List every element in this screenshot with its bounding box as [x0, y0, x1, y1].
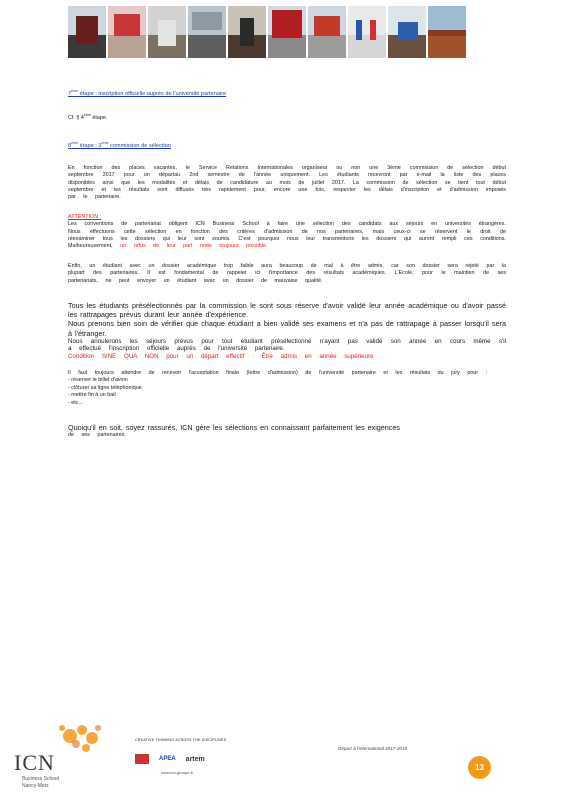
tagline: CREATIVE THINKING ACROSS THE DISCIPLINES [135, 738, 227, 742]
banner-photo [108, 6, 146, 58]
banner-photo-strip [68, 6, 466, 58]
banner-photo [268, 6, 306, 58]
banner-photo [68, 6, 106, 58]
partner-logo-icon [135, 754, 149, 764]
banner-photo [348, 6, 386, 58]
page-number-badge: 13 [468, 756, 491, 779]
brand-subtitle: Business School [22, 776, 59, 782]
step7-heading: 7ème étape : inscription officielle auprès de l'université partenaire [68, 89, 227, 97]
icn-logo [0, 722, 110, 800]
acceptance-block [68, 370, 506, 407]
acceptance-list [68, 377, 506, 407]
banner-photo [148, 6, 186, 58]
list-item: - mettre fin à un bail [68, 392, 116, 399]
preselection-block [68, 301, 506, 360]
list-item: - réserver le billet d'avion [68, 377, 128, 384]
banner-photo [228, 6, 266, 58]
list-item: - etc... [68, 399, 83, 406]
step8-paragraph: En fonction des places vacantes, le Service Relations Internationales organisera ou non une 3ème commission de sélection début septembre 2017 pour un départau 2nd semestre de l'année uniquement. Les étudiants recevront par e-mail la liste des places disponibles ainsi que les modalités et délais de candidature au mois de juillet 2017. La commission de sélection se tient tout début septembre et les résultats sont diffusés très rapidement pour, encore une fois, respecter les délais d'inscription et d'admission imposés par le partenaire. [68, 164, 506, 201]
document-title: Départ à l'international 2017-2018 [338, 746, 408, 751]
brand-location: Nancy-Metz [22, 783, 49, 789]
brand-name: ICN [14, 750, 55, 775]
banner-photo [388, 6, 426, 58]
banner-photo [308, 6, 346, 58]
step8-heading: 8ème étape : 3ème commission de sélection [68, 141, 171, 150]
closing-block [68, 423, 506, 440]
attention-block [68, 214, 506, 251]
artem-logo: artem [185, 755, 205, 763]
list-item: - clôturer sa ligne téléphonique [68, 384, 142, 391]
preselection-text-a: Tous les étudiants présélectionnés par la commission le sont sous réserve d'avoir validé leur année académique ou d'avoir passé les rattrapages prévus durant leur année d'expérience. [68, 301, 506, 320]
academic-paragraph: Enfin, un étudiant avec un dossier académique trop faible aura beaucoup de mal à être admis, car son dossier sera rejeté par la plupart des partenaires. Il est fondamental de rappeler ici l'importance des résultats académiques. L'Ecole, pour le maintien de ses partenariats, ne peut envoyer un étudiant avec un dossier de mauvaise qualité. [68, 262, 506, 284]
acceptance-intro: Il faut toujours attendre de recevoir l'acceptation finale (lettre d'admission) de l'université partenaire et les résultats du jury pour : [68, 370, 488, 377]
partner-logos [135, 738, 265, 775]
preselection-text-c: Nous annulerons les séjours prévus pour tout étudiant présélectionné n'ayant pas validé son année en cours même s'il a effectué l'inscription officielle auprès de l'université partenaire. [68, 337, 506, 353]
preselection-text-b: Nous prenons bien soin de vérifier que chaque étudiant a bien validé ses examens et n'a pas de rattrapage à passer lorsqu'il sera à l'étranger. [68, 319, 506, 338]
website-link[interactable]: www.icn-groupe.fr [161, 770, 194, 775]
attention-warning: un refus de leur part reste toujours possible. [120, 243, 268, 250]
apea-logo: APEA [159, 756, 176, 762]
attention-label: ATTENTION : [68, 213, 102, 220]
step7-reference: Cf. § 4ème étape. [68, 113, 108, 122]
attention-text: Les conventions de partenariat obligent ICN Business School à faire une sélection des candidats aux séjours en universités étrangères. Nous effectuons cette sélection en fonction des critères d'admission de nos partenaires, mais ceux-ci se réservent le droit de réexaminer tous les dossiers qui leur sont soumis. C'est pourquoi nous leur transmettons les dossiers qui auront rempli ces conditions. Malheureusement, un refus de leur part reste toujours possible. [68, 221, 506, 250]
document-body [68, 88, 506, 440]
condition-text: Condition SINE QUA NON pour un départ effectif : Être admis en année supérieure [68, 352, 374, 360]
banner-photo [188, 6, 226, 58]
closing-text: Quoiqu'il en soit, soyez rassurés, ICN gère les sélections en connaissant parfaitement les exigences [68, 423, 400, 433]
closing-text-small: de ses partenaires. [68, 432, 126, 439]
banner-photo [428, 6, 466, 58]
